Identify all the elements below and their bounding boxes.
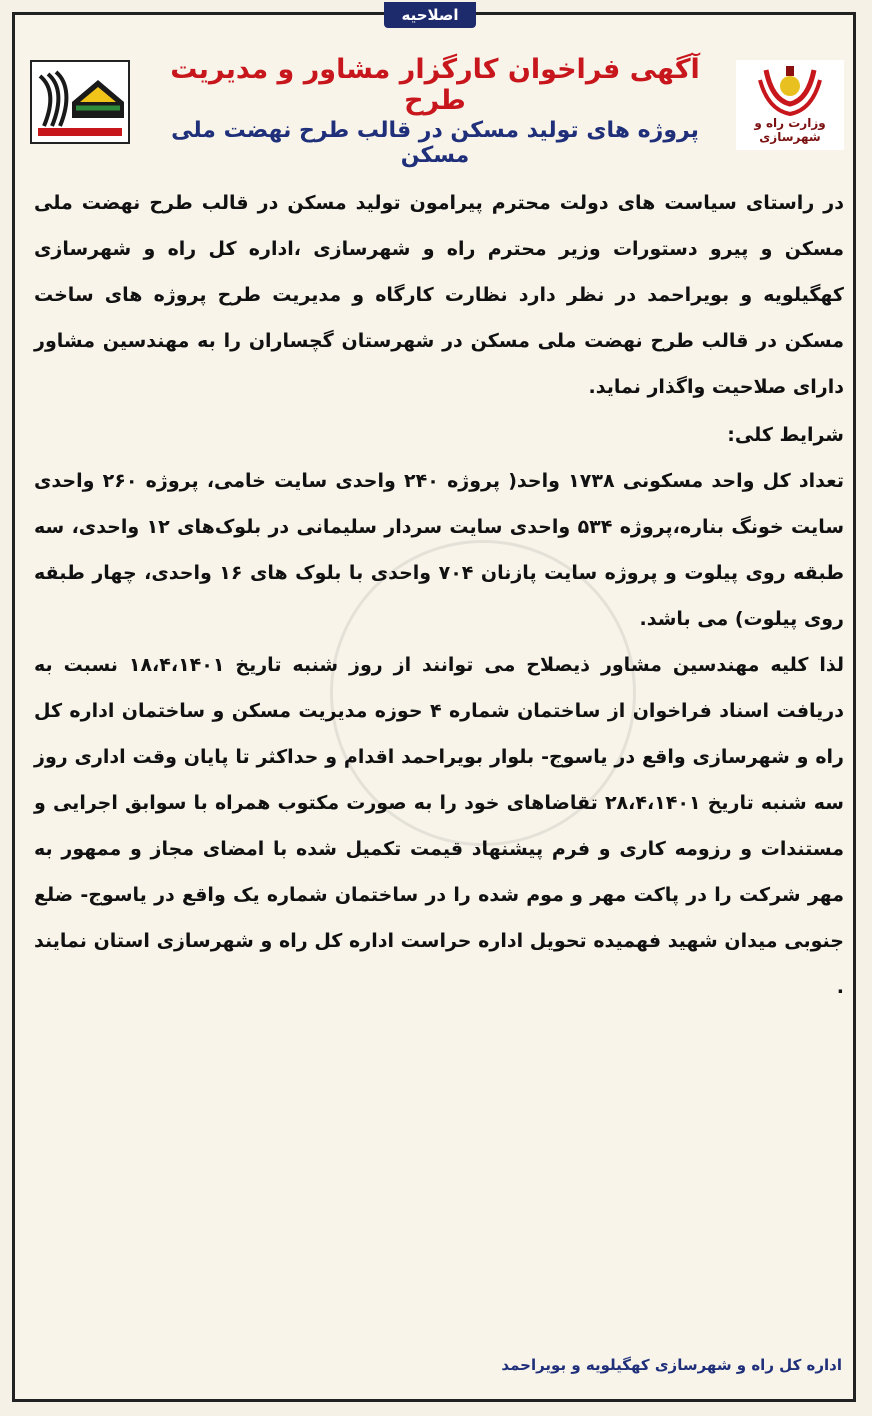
emblem-icon (736, 60, 844, 122)
conditions-paragraph: تعداد کل واحد مسکونی ۱۷۳۸ واحد( پروژه ۲۴۰ واحدی سایت خامی، پروژه ۲۶۰ واحدی سایت خونگ بناره،پروژه ۵۳۴ واحدی سایت سردار سلیمانی در بلوک‌های ۱۲ واحدی، سه طبقه روی پیلوت و پروژه سایت پازنان ۷۰۴ واحدی با بلوک های ۱۶ واحدی، چهار طبقه روی پیلوت) می باشد. (34, 470, 845, 630)
notice-title: آگهی فراخوان کارگزار مشاور و مدیریت طرح (170, 54, 700, 116)
correction-badge: اصلاحیه (384, 2, 476, 28)
ministry-logo (736, 60, 844, 150)
intro-paragraph: در راستای سیاست های دولت محترم پیرامون تولید مسکن در قالب طرح نهضت ملی مسکن و پیرو دستورات وزیر محترم راه و شهرسازی ،اداره کل راه و شهرسازی کهگیلویه و بویراحمد در نظر دارد نظارت کارگاه و مدیریت طرح پروژه های ساخت مسکن در قالب طرح نهضت ملی مسکن در شهرستان گچساران را به مهندسین مشاور دارای صلاحیت واگذار نماید. (34, 192, 844, 398)
notice-body (34, 180, 844, 1010)
instructions-paragraph: لذا کلیه مهندسین مشاور ذیصلاح می توانند از روز شنبه تاریخ ۱۸،۴،۱۴۰۱ نسبت به دریافت اسناد فراخوان از ساختمان شماره ۴ حوزه مدیریت مسکن و ساختمان اداره کل راه و شهرسازی واقع در یاسوج- بلوار بویراحمد اقدام و حداکثر تا پایان وقت اداری روز سه شنبه تاریخ ۲۸،۴،۱۴۰۱ تقاضاهای خود را به صورت مکتوب همراه با سوابق اجرایی و مستندات و رزومه کاری و فرم پیشنهاد قیمت تکمیل شده با امضای مجاز و ممهور به مهر شرکت را در پاکت مهر و موم شده را در ساختمان شماره یک واقع در یاسوج- ضلع جنوبی میدان شهید فهمیده تحویل اداره حراست اداره کل راه و شهرسازی استان نمایند . (34, 654, 844, 998)
conditions-heading: شرایط کلی: (727, 424, 844, 446)
housing-logo (30, 60, 130, 144)
issuer-footer: اداره کل راه و شهرسازی کهگیلویه و بویراحمد (501, 1356, 842, 1374)
notice-subtitle: پروژه های تولید مسکن در قالب طرح نهضت ملی مسکن (171, 118, 699, 168)
ministry-caption: وزارت راه و شهرسازی (754, 116, 826, 144)
